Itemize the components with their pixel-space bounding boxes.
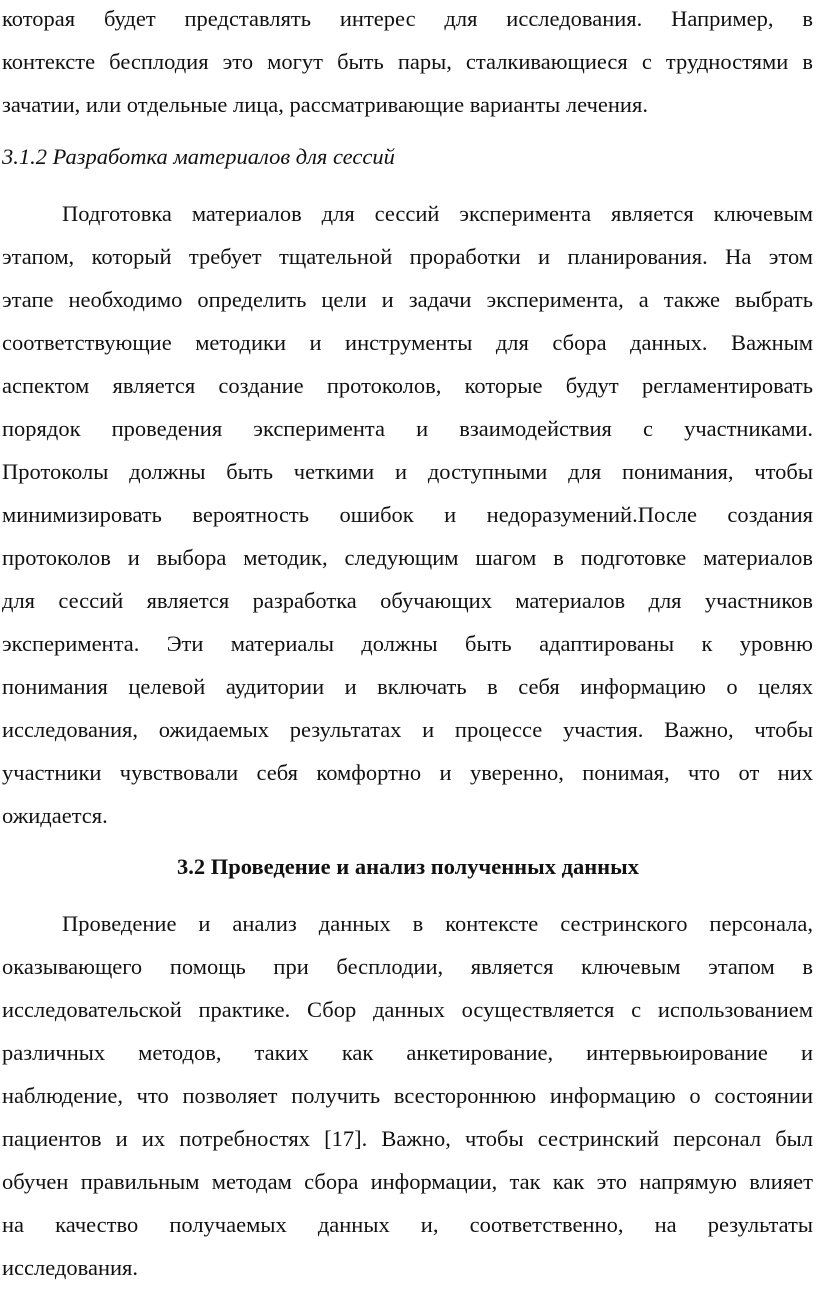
- text-line: исследовательской практике. Сбор данных осуществляется с использованием: [2, 997, 813, 1022]
- text-line: Протоколы должны быть четкими и доступными для понимания, чтобы: [2, 459, 813, 484]
- subsection-heading: 3.1.2 Разработка материалов для сессий: [2, 144, 395, 169]
- text-line: аспектом является создание протоколов, которые будут регламентировать: [2, 373, 813, 398]
- text-line: порядок проведения эксперимента и взаимодействия с участниками.: [2, 416, 813, 441]
- text-line: понимания целевой аудитории и включать в себя информацию о целях: [2, 674, 813, 699]
- text-line: оказывающего помощь при бесплодии, является ключевым этапом в: [2, 954, 813, 979]
- text-line: минимизировать вероятность ошибок и недоразумений.После создания: [2, 502, 813, 527]
- text-line: исследования, ожидаемых результатах и процессе участия. Важно, чтобы: [2, 717, 813, 742]
- section-heading: 3.2 Проведение и анализ полученных данных: [177, 854, 639, 879]
- text-line: контексте бесплодия это могут быть пары, сталкивающиеся с трудностями в: [2, 49, 813, 74]
- text-line: ожидается.: [2, 803, 108, 828]
- text-line: зачатии, или отдельные лица, рассматривающие варианты лечения.: [2, 92, 648, 117]
- text-line: которая будет представлять интерес для исследования. Например, в: [2, 6, 813, 31]
- text-line: соответствующие методики и инструменты для сбора данных. Важным: [2, 330, 813, 355]
- text-line: участники чувствовали себя комфортно и уверенно, понимая, что от них: [2, 760, 813, 785]
- text-line: протоколов и выбора методик, следующим шагом в подготовке материалов: [2, 545, 813, 570]
- text-line: обучен правильным методам сбора информации, так как это напрямую влияет: [2, 1169, 813, 1194]
- text-line: этапом, который требует тщательной проработки и планирования. На этом: [2, 244, 813, 269]
- text-line: Проведение и анализ данных в контексте сестринского персонала,: [62, 911, 813, 936]
- text-line: для сессий является разработка обучающих материалов для участников: [2, 588, 813, 613]
- text-line: Подготовка материалов для сессий эксперимента является ключевым: [62, 201, 813, 226]
- text-line: пациентов и их потребностях [17]. Важно, чтобы сестринский персонал был: [2, 1126, 813, 1151]
- text-line: исследования.: [2, 1255, 138, 1280]
- text-line: различных методов, таких как анкетирование, интервьюирование и: [2, 1040, 813, 1065]
- text-line: эксперимента. Эти материалы должны быть адаптированы к уровню: [2, 631, 813, 656]
- text-line: этапе необходимо определить цели и задачи эксперимента, а также выбрать: [2, 287, 813, 312]
- text-line: наблюдение, что позволяет получить всестороннюю информацию о состоянии: [2, 1083, 813, 1108]
- text-line: на качество получаемых данных и, соответственно, на результаты: [2, 1212, 813, 1237]
